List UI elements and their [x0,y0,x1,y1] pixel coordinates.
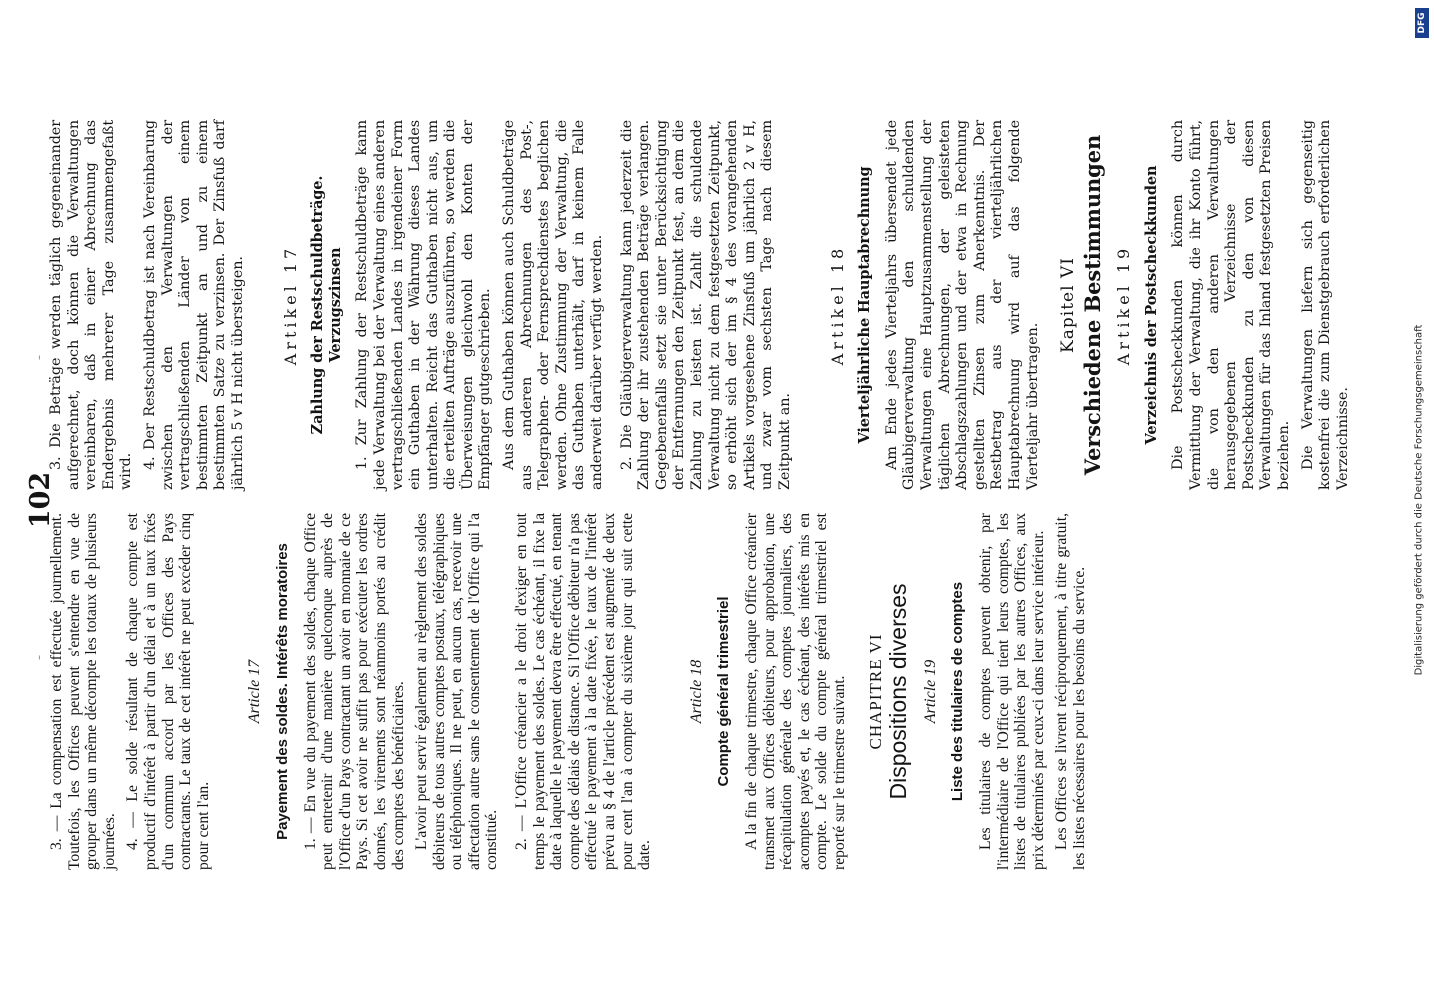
page-number: 102 [25,471,56,529]
dfg-logo [1415,8,1429,38]
de-article-18-p1: Am Ende jedes Vierteljahrs übersendet jede Gläubigerverwaltung den schuldenden Verwaltungen eine Hauptzusammenstellung der täglichen Abrechnungen, der geleisteten Abschlagszahlungen und der etwa in Rechnung gestellten Zinsen zum Anerkenntnis. Der Restbetrag aus der vierteljährlichen Hauptabrechnung wird auf das folgende Vierteljahr übertragen. [883,120,1041,490]
fr-article-19-heading: Article 19 [921,659,939,724]
de-chapter-title: Verschiedene Bestimmungen [1079,134,1105,476]
de-article-19-title: Verzeichnis der Postscheckkunden [1142,165,1160,445]
de-chapter-heading: Kapitel VI [1058,257,1079,353]
fr-article-18-title: Compte général trimestriel [715,596,733,787]
french-column [48,513,1095,870]
de-article-19-p1: Die Postscheckkunden können durch Vermittlung der Verwaltung, die ihr Konto führt, die von den anderen Verwaltungen herausgegebenen Verzeichnisse der Postscheckkunden zu den von diesen Verwaltungen für das Inland festgesetzten Preisen beziehen. [1170,120,1293,490]
de-article-18-title: Vierteljährliche Hauptabrechnung [856,166,874,444]
fr-paragraph-3: 3. — La compensation est effectuée journellement. Toutefois, les Offices peuvent s'entendre en vue de grouper dans un même décompte les totaux de plusieurs journées. [48,513,118,870]
de-paragraph-3: 3. Die Beträge werden täglich gegeneinander aufgerechnet, doch können die Verwaltungen vereinbaren, daß in einer Abrechnung das Endergebnis mehrerer Tage zusammengefaßt wird. [48,120,135,490]
digitization-credit [1408,0,1430,1000]
fr-article-17-title: Payement des soldes. Intérêts moratoires [273,543,291,840]
de-paragraph-4: 4. Der Restschuldbetrag ist nach Vereinbarung zwischen den Verwaltungen der vertragschließenden Länder von einem bestimmten Zeitpunkt an und zu einem bestimmten Satze zu verzinsen. Der Zinsfuß darf jährlich 5 v H nicht übersteigen. [141,120,246,490]
de-article-17-heading: Artikel 17 [280,244,300,366]
fr-article-17-p1: 1. — En vue du payement des soldes, chaque Office peut entretenir d'une manière quelconque auprès de l'Office d'un Pays contractant un avoir en monnaie de ce Pays. Si cet avoir ne suffit pas pour exécuter les ordres donnés, les virements sont néanmoins portés au crédit des comptes des bénéficiaires. [301,513,407,870]
fr-article-17-heading: Article 17 [246,659,264,724]
fr-paragraph-4: 4. — Le solde résultant de chaque compte est productif d'intérêt à partir d'un délai et à un taux fixés d'un commun accord par les Offices des Pays contractants. Le taux de cet intérêt ne peut excéder cinq pour cent l'an. [124,513,212,870]
fr-article-18-heading: Article 18 [687,659,705,724]
german-column [48,120,1358,490]
fr-article-19-title: Liste des titulaires de comptes [949,581,967,802]
fr-article-17-p3: 2. — L'Office créancier a le droit d'exiger en tout temps le payement des soldes. Le cas échéant, il fixe la date à laquelle le payement devra être effectué, en tenant compte des délais de distance. Si l'Office débiteur n'a pas effectué le payement à la date fixée, le taux de l'intérêt prévu au § 4 de l'article précédent est augmenté de deux pour cent l'an à compter du sixième jour qui suit cette date. [513,513,654,870]
de-article-19-p2: Die Verwaltungen liefern sich gegenseitig kostenfrei die zum Dienstgebrauch erforderlichen Verzeichnisse. [1299,120,1351,490]
de-article-17-p3: 2. Die Gläubigerverwaltung kann jederzeit die Zahlung der ihr zustehenden Beträge verlangen. Gegebenenfalls setzt sie unter Berücksichtigung der Entfernungen den Zeitpunkt fest, an dem die Zahlung zu leisten ist. Zahlt die schuldende Verwaltung nicht zu dem festgesetzten Zeitpunkt, so erhöht sich der im § 4 des vorangehenden Artikels vorgesehene Zinsfuß um jährlich 2 v H, und zwar vom sechsten Tage nach diesem Zeitpunkt an. [618,120,793,490]
de-article-17-p2: Aus dem Guthaben können auch Schuldbeträge aus anderen Abrechnungen des Post-, Telegraphen- oder Fernsprechdienstes beglichen werden. Ohne Zustimmung der Verwaltung, die das Guthaben unterhält, darf in keinem Falle anderweit darüber verfügt werden. [501,120,606,490]
fr-article-17-p2: L'avoir peut servir également au règlement des soldes débiteurs de tous autres comptes postaux, télégraphiques ou téléphoniques. Il ne peut, en aucun cas, recevoir une affectation autre sans le consentement de l'Office qui l'a constitué. [413,513,501,870]
fr-article-18-p1: A la fin de chaque trimestre, chaque Office créancier transmet aux Offices débiteurs, pour approbation, une récapitulation générale des comptes journaliers, des acomptes payés et, le cas échéant, des intérêts mis en compte. Le solde du compte général trimestriel est reporté sur le trimestre suivant. [743,513,848,870]
de-article-17-p1: 1. Zur Zahlung der Restschuldbeträge kann jede Verwaltung bei der Verwaltung eines anderen vertragschließenden Landes in irgendeiner Form ein Guthaben in der Währung dieses Landes unterhalten. Reicht das Guthaben nicht aus, um die erteilten Aufträge auszuführen, so werden die Überweisungen gleichwohl den Konten der Empfänger gutgeschrieben. [354,120,494,490]
fr-article-19-p2: Les Offices se livrent réciproquement, à titre gratuit, les listes nécessaires pour les besoins du service. [1053,513,1088,870]
scan-mark-left: – [34,655,45,660]
dfg-logo-text: DFG [1417,12,1427,34]
digitization-credit-text: Digitalisierung gefördert durch die Deutsche Forschungsgemeinschaft [1413,324,1425,676]
fr-chapter-heading: CHAPITRE VI [865,633,885,750]
fr-chapter-title: Dispositions diverses [885,583,912,800]
de-article-19-heading: Artikel 19 [1114,244,1134,366]
de-article-18-heading: Artikel 18 [827,244,847,366]
fr-article-19-p1: Les titulaires de comptes peuvent obtenir, par l'intermédiaire de l'Office qui tient leurs comptes, les listes de titulaires publiées par les autres Offices, aux prix déterminés par ceux-ci dans leur service intérieur. [976,513,1047,870]
de-article-17-title: Zahlung der Restschuldbeträge. Verzugszinsen [309,175,344,435]
scan-mark-right: – [34,355,45,360]
